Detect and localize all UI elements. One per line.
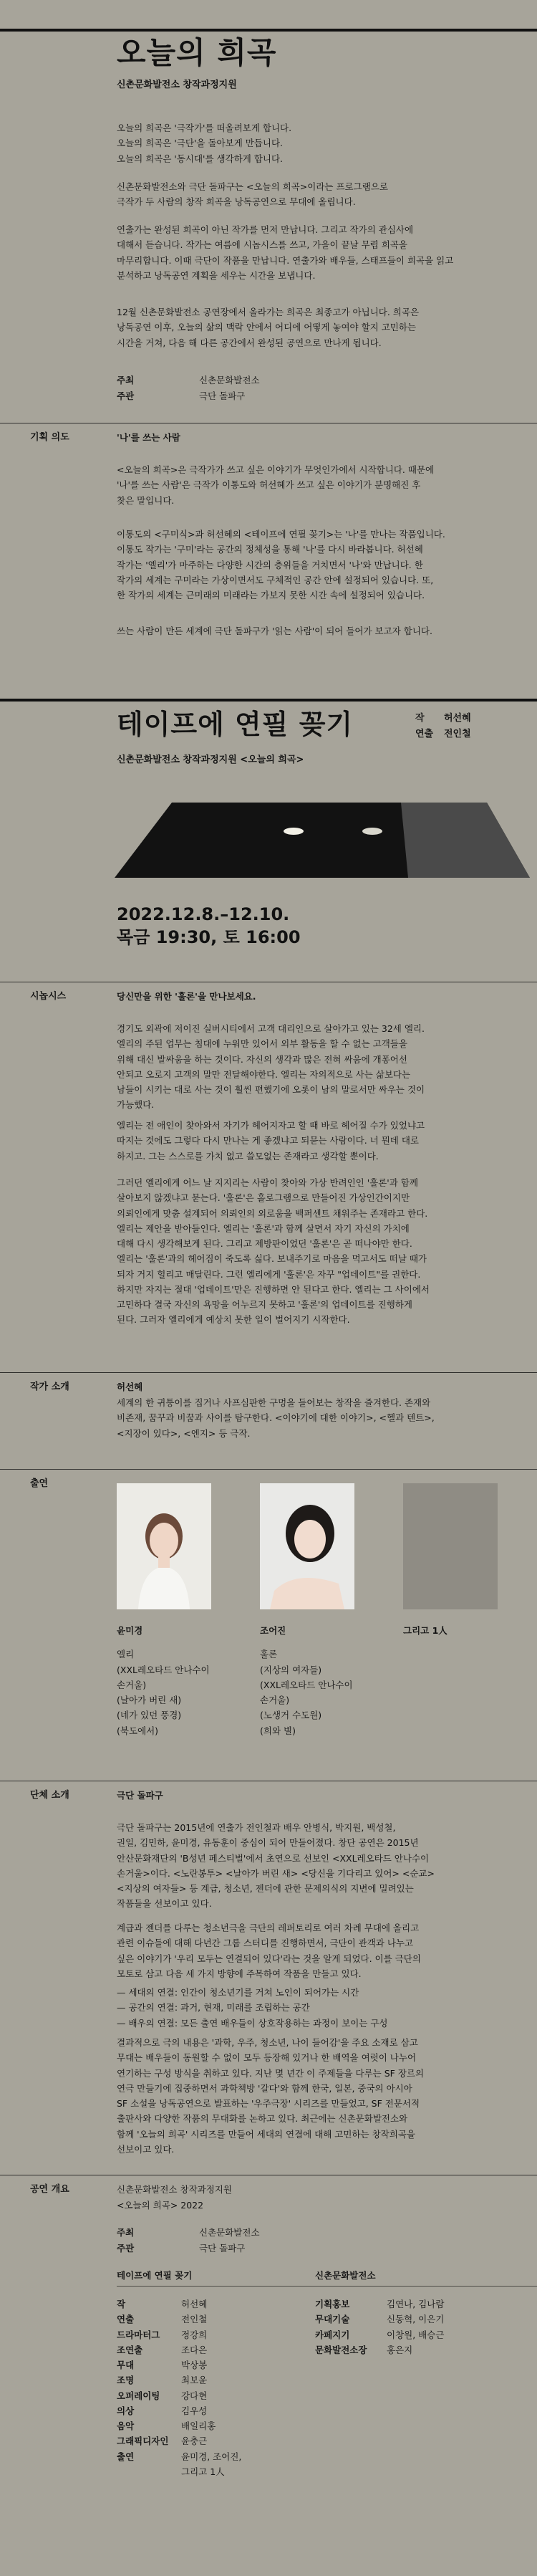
author-name: 허선혜 [444, 713, 471, 724]
synopsis-paragraph-3: 그러던 엘리에게 어느 날 지지리는 사람이 찾아와 가상 반려인인 '훌론'과 함께 살아보지 않겠냐고 묻는다. '훌론'은 홀로그램으로 만들어진 가상인간이지만 의뢰인에게 맞춤 설계되어 의뢰인의 외로움을 백퍼센트 채워주는 존재라고 한다. 엘리는 제안을 받아들인다. 엘리는 '훌론'과 함께 살면서 자기 자신의 가치에 대해 다시 생각해보게 된다. 그리고 제방판이었던 '훌론'은 곧 떠나야만 한다. 엘리는 '훌론'과의 헤어짐이 죽도록 싫다. 보내주기로 마음을 먹고서도 떠날 때가 되자 거지 헐리고 매달린다. 그런 엘리에게 '훌론'은 자꾸 "업데이트"를 권한다. 하지만 자지는 절대 '업데이트'만은 진행하면 안 된다고 한다. 엘리는 그 사이에서 고민하다 결국 자신의 욕망을 어누르지 못하고 '훌론'의 업데이트를 진행하게 된다. 그러자 엘리에게 예상치 못한 일이 벌어지기 시작한다. [117, 1177, 430, 1326]
cast-credit: (날아가 버린 새) [117, 1695, 182, 1705]
synopsis-paragraph-1: 경기도 외곽에 저이진 실버시티에서 고객 대리인으로 살아가고 있는 32세 엘리. 엘리의 주된 업무는 침대에 누워만 있어서 외부 활동을 할 수 없는 고객들을 위해 대신 발싸움을 하는 것이다. 자신의 생각과 많은 전혀 싸움에 개퐁어선 안되고 오로지 고객의 말만 전달해야한다. 엘리는 자의적으로 사는 삶보다는 남들이 시키는 대로 사는 것이 훨씬 편했기에 오롯이 남의 말로서만 싸우는 것이 가능했다. [117, 1023, 425, 1111]
company-direction-list [117, 1985, 503, 2031]
host-value: 신촌문화발전소 [199, 2227, 260, 2238]
top-rule [0, 29, 537, 32]
author-label: 작 [415, 713, 425, 724]
cast-role: 훌론 [260, 1649, 278, 1660]
cast-credit: (희와 별) [260, 1725, 296, 1736]
credit-name: 윤충근 [181, 2436, 208, 2447]
credit-role: 의상 [117, 2405, 135, 2416]
credit-name: 김우성 [181, 2405, 208, 2416]
cast-name: 조어진 [260, 1625, 286, 1636]
credit-name: 홍은지 [387, 2344, 413, 2355]
intro-paragraph-2: 신촌문화발전소와 극단 돌파구는 <오늘의 희곡>이라는 프로그램으로 극작가 두 사람의 창작 희곡을 낭독공연으로 무대에 올립니다. [117, 181, 388, 208]
writer-bio: 세계의 한 귀퉁이를 집거나 사프심판한 구멍을 들어보는 창작을 즐겨한다. 존재와 비존재, 꿈꾸과 비꿈과 사이를 탐구한다. <이야기에 대한 이야기>, <헬과 텐트>, <지장이 있다>, <엔지> 등 극작. [117, 1397, 435, 1439]
synopsis-label: 시놉시스 [30, 991, 67, 1002]
credit-row [117, 2388, 241, 2403]
cast-credit: (노생거 수도원) [260, 1710, 322, 1721]
credit-row [315, 2297, 444, 2312]
plan-heading: '나'를 쓰는 사람 [117, 432, 180, 443]
light-spot-left [284, 828, 304, 835]
show-times: 목금 19:30, 토 16:00 [117, 927, 301, 947]
credit-role: 작 [117, 2299, 126, 2309]
credit-role: 연출 [117, 2314, 135, 2325]
credit-name: 조다은 [181, 2344, 208, 2355]
credits-left-list [117, 2297, 241, 2479]
credit-row [117, 2372, 241, 2388]
cast-role: 엘리 [117, 1649, 135, 1660]
cast-name: 그리고 1人 [403, 1625, 448, 1636]
cast-photo-placeholder [403, 1483, 498, 1609]
intro-paragraph-1: 오늘의 희곡은 '극작가'를 떠올려보게 합니다. 오늘의 희곡은 '극단'을 돌아보게 만듭니다. 오늘의 희곡은 '동시대'를 생각하게 합니다. [117, 123, 292, 164]
credit-role: 드라마터그 [117, 2329, 160, 2340]
credit-row [117, 2342, 241, 2357]
credits-right-list [315, 2297, 444, 2357]
overview-line-1: 신촌문화발전소 창작과정지원 [117, 2184, 232, 2195]
cast-credit: (XXL레오타드 안나수이 [117, 1664, 210, 1675]
credit-name: 박상봉 [181, 2360, 208, 2370]
cast-credit: (XXL레오타드 안나수이 [260, 1679, 353, 1690]
company-name: 극단 돌파구 [117, 1790, 163, 1801]
direction-item: — 공간의 연결: 과거, 현재, 미래를 조립하는 공간 [117, 2002, 310, 2014]
cast-member-1 [117, 1623, 260, 1738]
overview-host-row [117, 2225, 260, 2240]
credit-role: 조명 [117, 2375, 135, 2386]
intro-paragraph-3: 연출가는 완성된 희곡이 아닌 작가를 먼저 만납니다. 그리고 작가의 관심사에 대해서 듣습니다. 작가는 여름에 시놉시스를 쓰고, 가을이 끝날 무렵 희곡을 마무리합니다. 이때 극단이 작품을 만납니다. 연출가와 배우들, 스태프들이 희곡을 읽고 분석하고 낭독공연 계획을 세우는 시간을 보냅니다. [117, 224, 454, 281]
credit-name: 이창원, 배승근 [387, 2329, 445, 2340]
cast-member-2 [260, 1623, 403, 1738]
company-paragraph-3: 결과적으로 극의 내용은 '과학, 우주, 청소년, 나이 들어감'을 주요 소재로 삼고 무대는 배우들이 동원할 수 없이 모두 등장해 있거나 한 배역을 여럿이 나누어 연기하는 구성 방식을 취하고 있다. 지난 몇 년간 이 주제들을 다루는 SF 장르의 연극 만들기에 집중하면서 과학책방 '갈다'와 함께 한국, 일본, 중국의 아시아 SF 소설을 낭독공연으로 발표하는 '우주극장' 시리즈를 만들었고, SF 전문서적 출판사와 다양한 작품의 무대화를 논하고 있다. 최근에는 신촌문화발전소와 함께 '오늘의 희곡' 시리즈를 만들어 세대의 연결에 대해 고민하는 창작희곡을 선보이고 있다. [117, 2037, 425, 2155]
credit-name: 강다현 [181, 2390, 208, 2401]
credit-role [117, 2464, 181, 2479]
credit-role: 문화발전소장 [315, 2344, 367, 2355]
synopsis-paragraph-2: 엘리는 전 애인이 찾아와서 자기가 헤어지자고 할 때 바로 헤어질 수가 있었냐고 따지는 것에도 그렇다 다시 만나는 게 좋겠냐고 되묻는 사람이다. 너 뭔데 대로 하지고. 그는 스스로를 가치 없고 쓸모없는 존재라고 생각할 뿐이다. [117, 1120, 425, 1162]
intro-organizer-row [117, 388, 245, 403]
credit-role: 출연 [117, 2451, 135, 2462]
credit-role: 조연출 [117, 2344, 143, 2355]
credit-role: 기획홍보 [315, 2299, 350, 2309]
cast-rule [0, 1469, 537, 1470]
cast-credit: 손거울) [117, 1679, 147, 1690]
credit-row [117, 2327, 241, 2342]
credit-row [117, 2357, 241, 2372]
show-subtitle: 신촌문화발전소 창작과정지원 <오늘의 희곡> [117, 755, 304, 765]
cast-credit: (지상의 여자들) [260, 1664, 322, 1675]
overview-organizer-row [117, 2241, 245, 2256]
organizer-value: 극단 돌파구 [199, 2243, 246, 2254]
credit-role: 카페지기 [315, 2329, 350, 2340]
credit-row [117, 2464, 241, 2479]
company-paragraph-2: 계급과 젠더를 다루는 청소년극을 극단의 레퍼토리로 여러 차례 무대에 올리고 관련 이슈들에 대해 다년간 그룹 스터디를 진행하면서, 극단이 관객과 나누고 싶은 이야기가 '우리 모두는 연결되어 있다'라는 것을 알게 되었다. 이를 극단의 모토로 삼고 다음 세 가지 방향에 주목하여 작품을 만들고 있다. [117, 1923, 421, 1979]
credits-left-heading: 테이프에 연필 꽂기 [117, 2270, 193, 2281]
intro-paragraph-4: 12월 신촌문화발전소 공연장에서 올라가는 희곡은 최종고가 아닙니다. 희곡은 낭독공연 이후, 오늘의 삶의 맥락 안에서 어디에 어떻게 놓여야 할지 고민하는 시간을 거쳐, 다음 해 다른 공간에서 완성된 공연으로 만나게 됩니다. [117, 307, 420, 348]
program-subtitle: 신촌문화발전소 창작과정지원 [117, 80, 237, 90]
credit-name: 전인철 [181, 2314, 208, 2325]
credit-name: 배일리홍 [181, 2421, 216, 2431]
direction-item: — 배우의 연결: 모든 출연 배우들이 상호작용하는 과정이 보이는 구성 [117, 2017, 388, 2029]
credit-row [117, 2403, 241, 2418]
credit-name: 허선혜 [181, 2299, 208, 2309]
program-title: 오늘의 희곡 [117, 35, 277, 70]
credit-row [315, 2312, 444, 2327]
credit-row [117, 2433, 241, 2448]
credit-name: 정강희 [181, 2329, 208, 2340]
light-spot-right [362, 828, 382, 835]
cast-photo-cho [260, 1483, 354, 1609]
credit-role: 무대기술 [315, 2314, 350, 2325]
credit-name: 김연나, 김나람 [387, 2299, 445, 2309]
credit-row [117, 2297, 241, 2312]
credit-row [117, 2418, 241, 2433]
credit-name: 최보윤 [181, 2375, 208, 2386]
show-rule [0, 699, 537, 702]
overview-line-2: <오늘의 희곡> 2022 [117, 2200, 204, 2211]
plan-paragraph-1: <오늘의 희곡>은 극작가가 쓰고 싶은 이야기가 무엇인가에서 시작합니다. 때문에 '나'를 쓰는 사람'은 극작가 이통도와 허선혜가 쓰고 싶은 이야기가 분명해진 후 찾은 말입니다. [117, 464, 435, 506]
credit-role: 그래픽디자인 [117, 2436, 169, 2447]
credits-right-heading: 신촌문화발전소 [315, 2270, 376, 2281]
director-label: 연출 [415, 729, 434, 739]
plan-label: 기획 의도 [30, 432, 69, 443]
credit-name: 그리고 1人 [181, 2466, 225, 2477]
writer-label: 작가 소개 [30, 1382, 69, 1392]
host-label: 주최 [117, 375, 135, 386]
synopsis-heading: 당신만을 위한 '훌론'을 만나보세요. [117, 991, 256, 1002]
credit-row [315, 2327, 444, 2342]
stage-floor-shade [401, 803, 530, 878]
credit-row [117, 2449, 241, 2464]
plan-paragraph-3: 쓰는 사람이 만든 세계에 극단 돌파구가 '읽는 사람'이 되어 들어가 보고자 합니다. [117, 626, 432, 636]
cast-credit: (북도에서) [117, 1725, 159, 1736]
credit-name: 윤미경, 조어진, [181, 2451, 242, 2462]
organizer-label: 주관 [117, 391, 135, 401]
credit-role: 오퍼레이팅 [117, 2390, 160, 2401]
show-key-visual [0, 788, 537, 889]
cast-photo-yoon [117, 1483, 211, 1609]
show-title: 테이프에 연필 꽂기 [117, 709, 354, 740]
cast-member-3 [403, 1623, 537, 1638]
overview-label: 공연 개요 [30, 2184, 69, 2195]
plan-paragraph-2: 이통도의 <구미식>과 허선혜의 <테이프에 연필 꽂기>는 '나'를 만나는 작품입니다. 이통도 작가는 '구미'라는 공간의 정체성을 통해 '나'를 다시 바라봅니다. 허선혜 작가는 '엘리'가 마주하는 다양한 시간의 층위들을 거치면서 '나'와 만납니다. 한 작가의 세계는 구미라는 가상이면서도 구체적인 공간 안에 설정되어 있습니다. 또, 한 작가의 세계는 근미래의 미래라는 가보지 못한 시간 속에 설정되어 있습니다. [117, 529, 445, 600]
host-value: 신촌문화발전소 [199, 375, 260, 386]
credit-name: 신동혁, 이은기 [387, 2314, 445, 2325]
credits-divider [117, 2286, 537, 2287]
show-dates: 2022.12.8.–12.10. [117, 904, 290, 924]
organizer-value: 극단 돌파구 [199, 391, 246, 401]
credit-row [117, 2312, 241, 2327]
writer-rule [0, 1372, 537, 1373]
direction-item: — 세대의 연결: 인간이 청소년기를 거쳐 노인이 되어가는 시간 [117, 1987, 359, 1998]
organizer-label: 주관 [117, 2243, 135, 2254]
cast-credit: 손거울) [260, 1695, 290, 1705]
credit-role: 음악 [117, 2421, 135, 2431]
host-label: 주최 [117, 2227, 135, 2238]
cast-label: 출연 [30, 1478, 49, 1489]
credit-role: 무대 [117, 2360, 135, 2370]
credit-row [315, 2342, 444, 2357]
intro-host-row [117, 373, 260, 388]
cast-name: 윤미경 [117, 1625, 143, 1636]
company-label: 단체 소개 [30, 1790, 69, 1801]
director-name: 전인철 [444, 729, 471, 739]
cast-credit: (네가 있던 풍경) [117, 1710, 182, 1721]
writer-name: 허선혜 [117, 1382, 143, 1392]
show-credits-block [415, 711, 471, 742]
company-paragraph-1: 극단 돌파구는 2015년에 연출가 전인철과 배우 안병식, 박지원, 백성철, 권일, 김민하, 윤미경, 유동훈이 중심이 되어 만들어졌다. 창단 공연은 2015년 안산문화재단의 'B성년 페스티벌'에서 초연으로 선보인 <XXL레오타드 안나수이 손거울>이다. <노란봉투> <날아가 버린 새> <당신을 기다리고 있어> <순교> <지상의 여자들> 등 계급, 청소년, 젠더에 관한 문제의식의 지변에 밀려있는 작품들을 선보이고 있다. [117, 1822, 435, 1910]
